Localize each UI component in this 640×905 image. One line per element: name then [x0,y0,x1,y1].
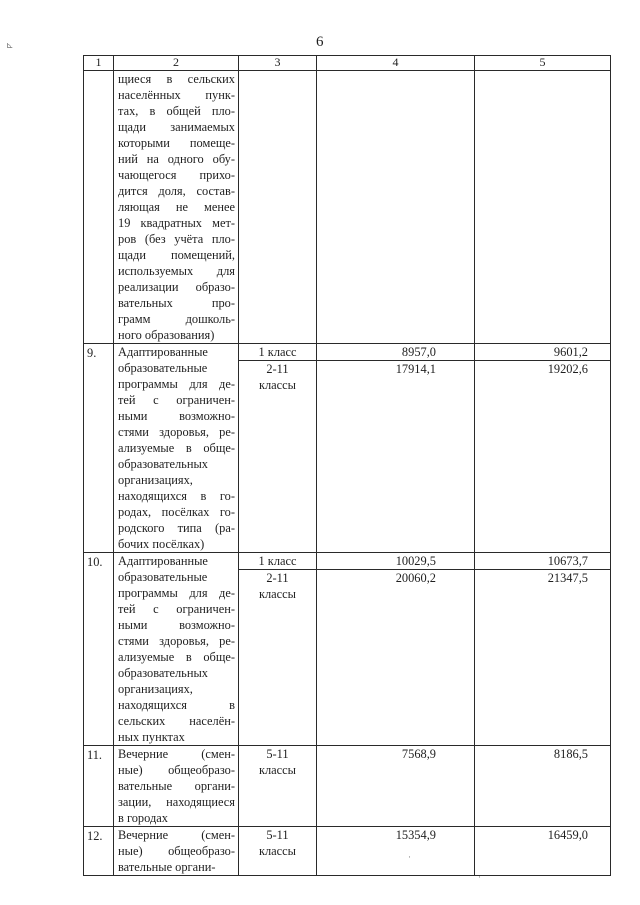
description-line: щади помещений, [118,248,235,262]
table-row [84,827,611,876]
class-range [239,344,317,553]
description-line: щиеся в сельских [118,72,235,86]
description-line: вательных про- [118,296,235,310]
value-col4-value: 7568,9 [401,747,436,761]
description-line: находящихся в [118,698,235,712]
row-description [114,827,239,876]
description-line: ных пунктах [118,730,185,744]
class-range-value: 1 класс [239,553,316,570]
scan-mark: ⊾ [6,40,14,50]
value-col5-value: 16459,0 [547,828,588,842]
value-col5-value: 9601,2 [475,344,610,361]
description-line: ные) общеобразо- [118,844,235,858]
row-description [114,344,239,553]
description-line: ализуемые в обще- [118,441,235,455]
description-line: сельских населён- [118,714,235,728]
table-row [84,344,611,553]
description-line: 19 квадратных мет- [118,216,235,230]
class-range-value: 5-11 классы [258,828,297,858]
value-col4-value: 8957,0 [317,344,474,361]
description-line: реализации образо- [118,280,235,294]
description-line: организациях, [118,473,193,487]
row-number: 11. [84,746,114,827]
description-line: чающегося прихо- [118,168,235,182]
value-col4-value: 10029,5 [317,553,474,570]
value-col5-value: 10673,7 [475,553,610,570]
description-line: образовательные [118,361,208,375]
value-col5-value: 8186,5 [553,747,588,761]
description-line: грамм дошколь- [118,312,235,326]
table-row [84,71,611,344]
value-col4 [317,746,475,827]
row-number: 9. [84,344,114,553]
class-range-value: 2-11 классы [258,571,297,601]
description-line: Вечерние (смен- [118,828,235,842]
class-range-value: 5-11 классы [258,747,297,777]
description-line: образовательных [118,666,208,680]
header-cell: 1 [84,56,114,71]
value-col4-value: 17914,1 [395,362,436,376]
description-line: ные) общеобразо- [118,763,235,777]
description-line: ляющая не менее [118,200,235,214]
row-description [114,746,239,827]
row-description [114,71,239,344]
description-line: образовательные [118,570,208,584]
data-table [83,55,611,876]
value-col5-value: 19202,6 [547,362,588,376]
row-number: 10. [84,553,114,746]
description-line: населённых пунк- [118,88,235,102]
value-col4 [317,827,475,876]
description-line: дится доля, состав- [118,184,235,198]
value-col4 [317,71,475,344]
value-col5 [475,553,611,746]
value-col5-value: 21347,5 [547,571,588,585]
description-line: ализуемые в обще- [118,650,235,664]
header-cell: 3 [239,56,317,71]
scan-mark: · [478,872,481,882]
row-number: 12. [84,827,114,876]
description-line: организациях, [118,682,193,696]
table-row [84,746,611,827]
description-line: используемых для [118,264,235,278]
description-line: ными возможно- [118,409,235,423]
header-cell: 4 [317,56,475,71]
description-line: ров (без учёта пло- [118,232,235,246]
description-line: стями здоровья, ре- [118,425,235,439]
description-line: программы для де- [118,377,235,391]
description-line: стями здоровья, ре- [118,634,235,648]
description-line: вательные органи- [118,860,216,874]
value-col4 [317,553,475,746]
description-line: которыми помеще- [118,136,235,150]
class-range [239,827,317,876]
description-line: вательные органи- [118,779,235,793]
description-line: образовательных [118,457,208,471]
class-range-value: 1 класс [239,344,316,361]
header-row [84,56,611,71]
description-line: бочих посёлках) [118,537,205,551]
class-range [239,553,317,746]
value-col5 [475,827,611,876]
table-row [84,553,611,746]
description-line: щади занимаемых [118,120,235,134]
description-line: зации, находящиеся [118,795,235,809]
value-col4 [317,344,475,553]
description-line: ными возможно- [118,618,235,632]
header-cell: 5 [475,56,611,71]
page-number: 6 [316,34,324,50]
description-line: ного образования) [118,328,215,342]
description-line: родах, посёлках го- [118,505,235,519]
value-col4-value: 20060,2 [395,571,436,585]
description-line: в городах [118,811,168,825]
description-line: тах, в общей пло- [118,104,235,118]
description-line: Адаптированные [118,554,208,568]
description-line: программы для де- [118,586,235,600]
header-cell: 2 [114,56,239,71]
class-range [239,746,317,827]
description-line: тей с ограничен- [118,393,235,407]
scan-mark: · [408,852,411,862]
description-line: Вечерние (смен- [118,747,235,761]
value-col5 [475,71,611,344]
row-number [84,71,114,344]
description-line: ний на одного обу- [118,152,235,166]
value-col5 [475,746,611,827]
description-line: тей с ограничен- [118,602,235,616]
value-col4-value: 15354,9 [395,828,436,842]
description-line: родского типа (ра- [118,521,235,535]
row-description [114,553,239,746]
description-line: находящихся в го- [118,489,235,503]
description-line: Адаптированные [118,345,208,359]
value-col5 [475,344,611,553]
class-range-value: 2-11 классы [258,362,297,392]
class-range [239,71,317,344]
